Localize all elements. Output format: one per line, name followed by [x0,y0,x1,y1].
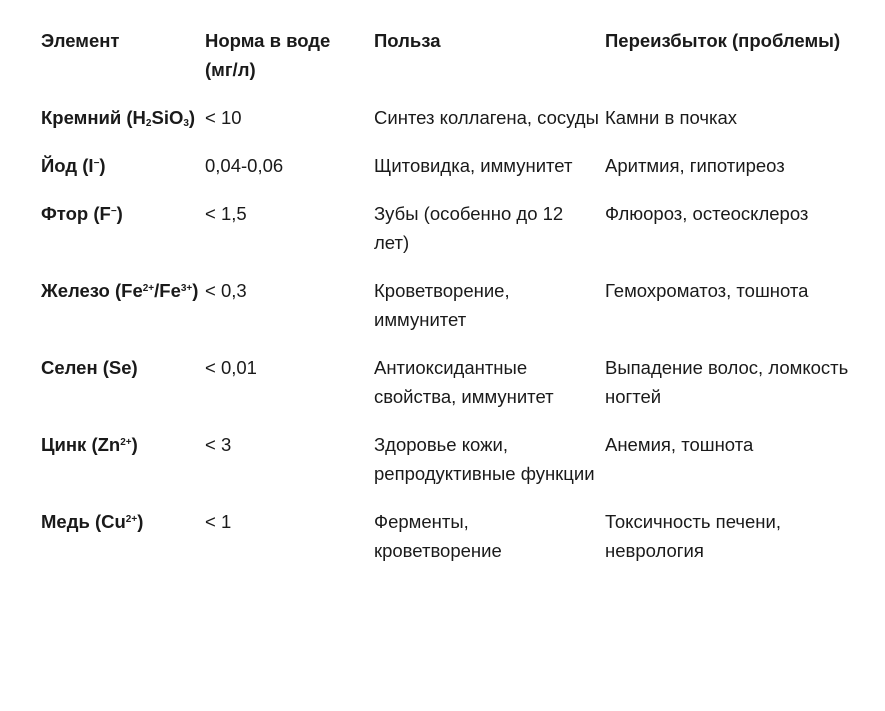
element-formula: $(Fe^{2+}/Fe^{3+})$ [114,280,199,301]
benefit-cell: Зубы (особенно до 12 лет) [374,203,564,253]
table-row [41,199,871,276]
excess-cell: Флюороз, остеосклероз [605,203,809,224]
element-cell [41,151,205,180]
excess-cell: Выпадение волос, ломкость ногтей [605,357,849,407]
element-name: Кремний [41,107,122,128]
element-formula: (F−) [93,203,123,224]
benefit-cell: Кроветворение, иммунитет [374,280,510,330]
excess-cell: Токсичность печени, неврология [605,511,781,561]
excess-cell: Камни в почках [605,107,738,128]
excess-cell: Аритмия, гипотиреоз [605,155,785,176]
norm-cell: < 1 [205,511,232,532]
element-formula: $(Zn^{2+})$ [91,434,138,455]
norm-cell: < 10 [205,107,242,128]
element-formula: (I−) [82,155,106,176]
norm-cell: < 3 [205,434,232,455]
element-name: Медь [41,511,90,532]
benefit-cell: Синтез коллагена, сосуды [374,107,599,128]
excess-cell: Гемохроматоз, тошнота [605,280,809,301]
table-row [41,507,871,584]
element-cell [41,276,205,334]
header-benefit: Польза [374,30,441,51]
norm-cell: < 0,01 [205,357,257,378]
element-cell [41,507,205,565]
benefit-cell: Антиоксидантные свойства, иммунитет [374,357,554,407]
header-element: Элемент [41,30,120,51]
element-name: Железо [41,280,110,301]
norm-cell: 0,04-0,06 [205,155,284,176]
element-cell [41,430,205,488]
element-cell [41,103,205,132]
table-row [41,430,871,507]
excess-cell: Анемия, тошнота [605,434,754,455]
element-name: Фтор [41,203,89,224]
table-header-row [41,26,871,103]
element-name: Селен [41,357,98,378]
trace-elements-table [41,26,871,584]
table-row [41,276,871,353]
element-name: Йод [41,155,78,176]
element-formula: $(H_2SiO_3)$ [126,107,196,129]
norm-cell: < 0,3 [205,280,247,301]
header-excess: Переизбыток (проблемы) [605,30,841,51]
header-norm: Норма в воде (мг/л) [205,30,331,80]
table-row [41,353,871,430]
benefit-cell: Здоровье кожи, репродуктивные функции [374,434,595,484]
benefit-cell: Ферменты, кроветворение [374,511,502,561]
table-row [41,151,871,199]
norm-cell: < 1,5 [205,203,247,224]
element-cell [41,199,205,257]
table-body [41,103,871,584]
benefit-cell: Щитовидка, иммунитет [374,155,573,176]
element-formula: (Se) [102,357,138,378]
element-formula: $(Cu^{2+})$ [94,511,144,532]
element-cell [41,353,205,411]
table-row [41,103,871,151]
element-name: Цинк [41,434,87,455]
